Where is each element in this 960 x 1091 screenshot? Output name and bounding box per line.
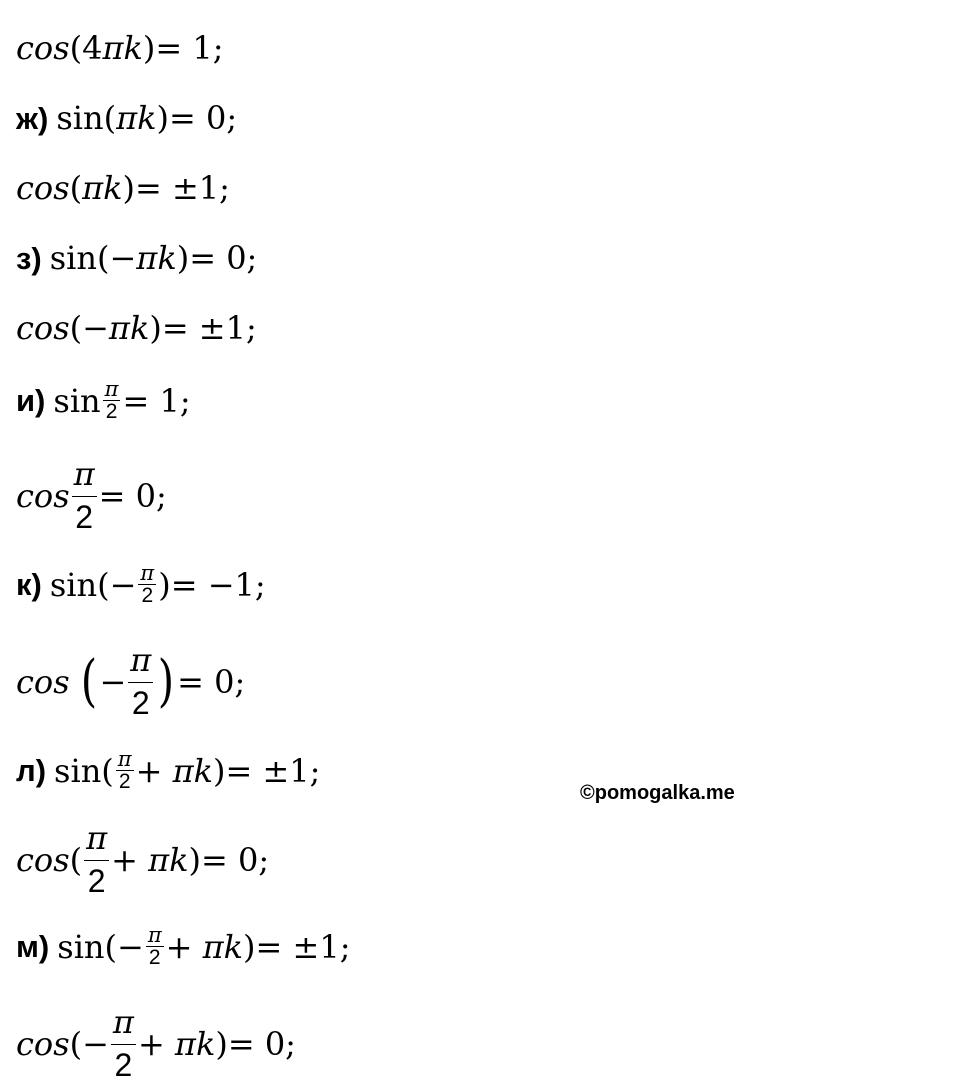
function-name: sin	[49, 565, 98, 604]
function-name: sin	[53, 381, 101, 420]
function-name: cos	[16, 663, 70, 702]
result: = −1;	[170, 565, 266, 604]
argument: (πk)	[103, 99, 169, 137]
function-name: sin	[49, 239, 97, 277]
argument-suffix: + πk)	[135, 751, 226, 790]
fraction-numerator: π	[72, 458, 97, 497]
result: = 1;	[122, 381, 191, 420]
result: = 0;	[201, 841, 270, 880]
fraction	[111, 1003, 136, 1083]
fraction-numerator: π	[104, 377, 119, 401]
equation-line	[16, 1003, 296, 1083]
argument: (−πk)	[97, 239, 190, 277]
argument: (4πk)	[69, 29, 156, 67]
function-name: cos	[16, 169, 70, 207]
argument-prefix: (−	[97, 565, 137, 604]
fraction-numerator: π	[128, 644, 153, 683]
fraction-denominator: 2	[75, 498, 94, 535]
equation-line	[16, 29, 224, 67]
item-label: ж)	[16, 100, 49, 136]
left-paren: (	[80, 649, 97, 715]
argument-suffix: )	[158, 565, 171, 604]
fraction-numerator: π	[84, 822, 109, 861]
function-name: sin	[57, 927, 105, 966]
result: = 0;	[168, 99, 238, 137]
fraction-numerator: π	[147, 923, 162, 947]
result: = 1;	[155, 29, 224, 67]
result: = ±1;	[225, 751, 321, 790]
function-name: cos	[16, 477, 70, 516]
function-name: sin	[56, 99, 104, 137]
argument: (−πk)	[69, 309, 162, 347]
fraction-denominator: 2	[131, 684, 150, 721]
fraction-denominator: 2	[141, 584, 154, 608]
equation-line	[16, 309, 257, 347]
argument-prefix: (−	[104, 927, 144, 966]
equation-line	[16, 641, 246, 721]
argument-prefix: −	[99, 663, 127, 702]
fraction	[72, 455, 97, 535]
fraction-denominator: 2	[118, 770, 131, 794]
right-paren: )	[158, 649, 175, 715]
result: = ±1;	[161, 309, 257, 347]
function-name: sin	[54, 751, 102, 790]
equation-line	[16, 924, 350, 969]
item-label: м)	[16, 929, 50, 965]
fraction	[128, 641, 153, 721]
equation-line	[16, 748, 320, 793]
argument-suffix: + πk)	[165, 927, 256, 966]
argument: (πk)	[69, 169, 135, 207]
fraction-denominator: 2	[114, 1046, 133, 1083]
fraction-numerator: π	[140, 561, 155, 585]
fraction-numerator: π	[111, 1006, 136, 1045]
fraction	[138, 562, 156, 607]
result: = 0;	[227, 1025, 296, 1064]
item-label: и)	[16, 383, 46, 419]
fraction-denominator: 2	[87, 862, 106, 899]
fraction-denominator: 2	[148, 946, 161, 970]
equation-line	[16, 378, 191, 423]
equation-line	[16, 99, 238, 137]
result: = 0;	[189, 239, 258, 277]
equation-line	[16, 819, 270, 899]
equation-line	[16, 239, 258, 277]
function-name: cos	[16, 29, 70, 67]
equation-line	[16, 169, 230, 207]
fraction	[103, 378, 121, 423]
result: = ±1;	[135, 169, 230, 207]
equation-line	[16, 562, 266, 607]
item-label: з)	[16, 240, 42, 276]
argument-prefix: (	[69, 841, 83, 880]
argument-suffix: + πk)	[111, 841, 202, 880]
argument-suffix: + πk)	[137, 1025, 228, 1064]
item-label: к)	[16, 567, 42, 603]
result: = ±1;	[255, 927, 351, 966]
watermark: ©pomogalka.me	[580, 782, 735, 804]
function-name: cos	[16, 309, 70, 347]
item-label: л)	[16, 753, 47, 789]
fraction-numerator: π	[117, 747, 132, 771]
fraction	[116, 748, 134, 793]
result: = 0;	[98, 477, 167, 516]
fraction-denominator: 2	[105, 400, 118, 424]
function-name: cos	[16, 1025, 70, 1064]
argument-prefix: (	[101, 751, 114, 790]
equation-line	[16, 455, 167, 535]
argument-prefix: (−	[69, 1025, 109, 1064]
fraction	[146, 924, 164, 969]
result: = 0;	[177, 663, 246, 702]
fraction	[84, 819, 109, 899]
function-name: cos	[16, 841, 70, 880]
